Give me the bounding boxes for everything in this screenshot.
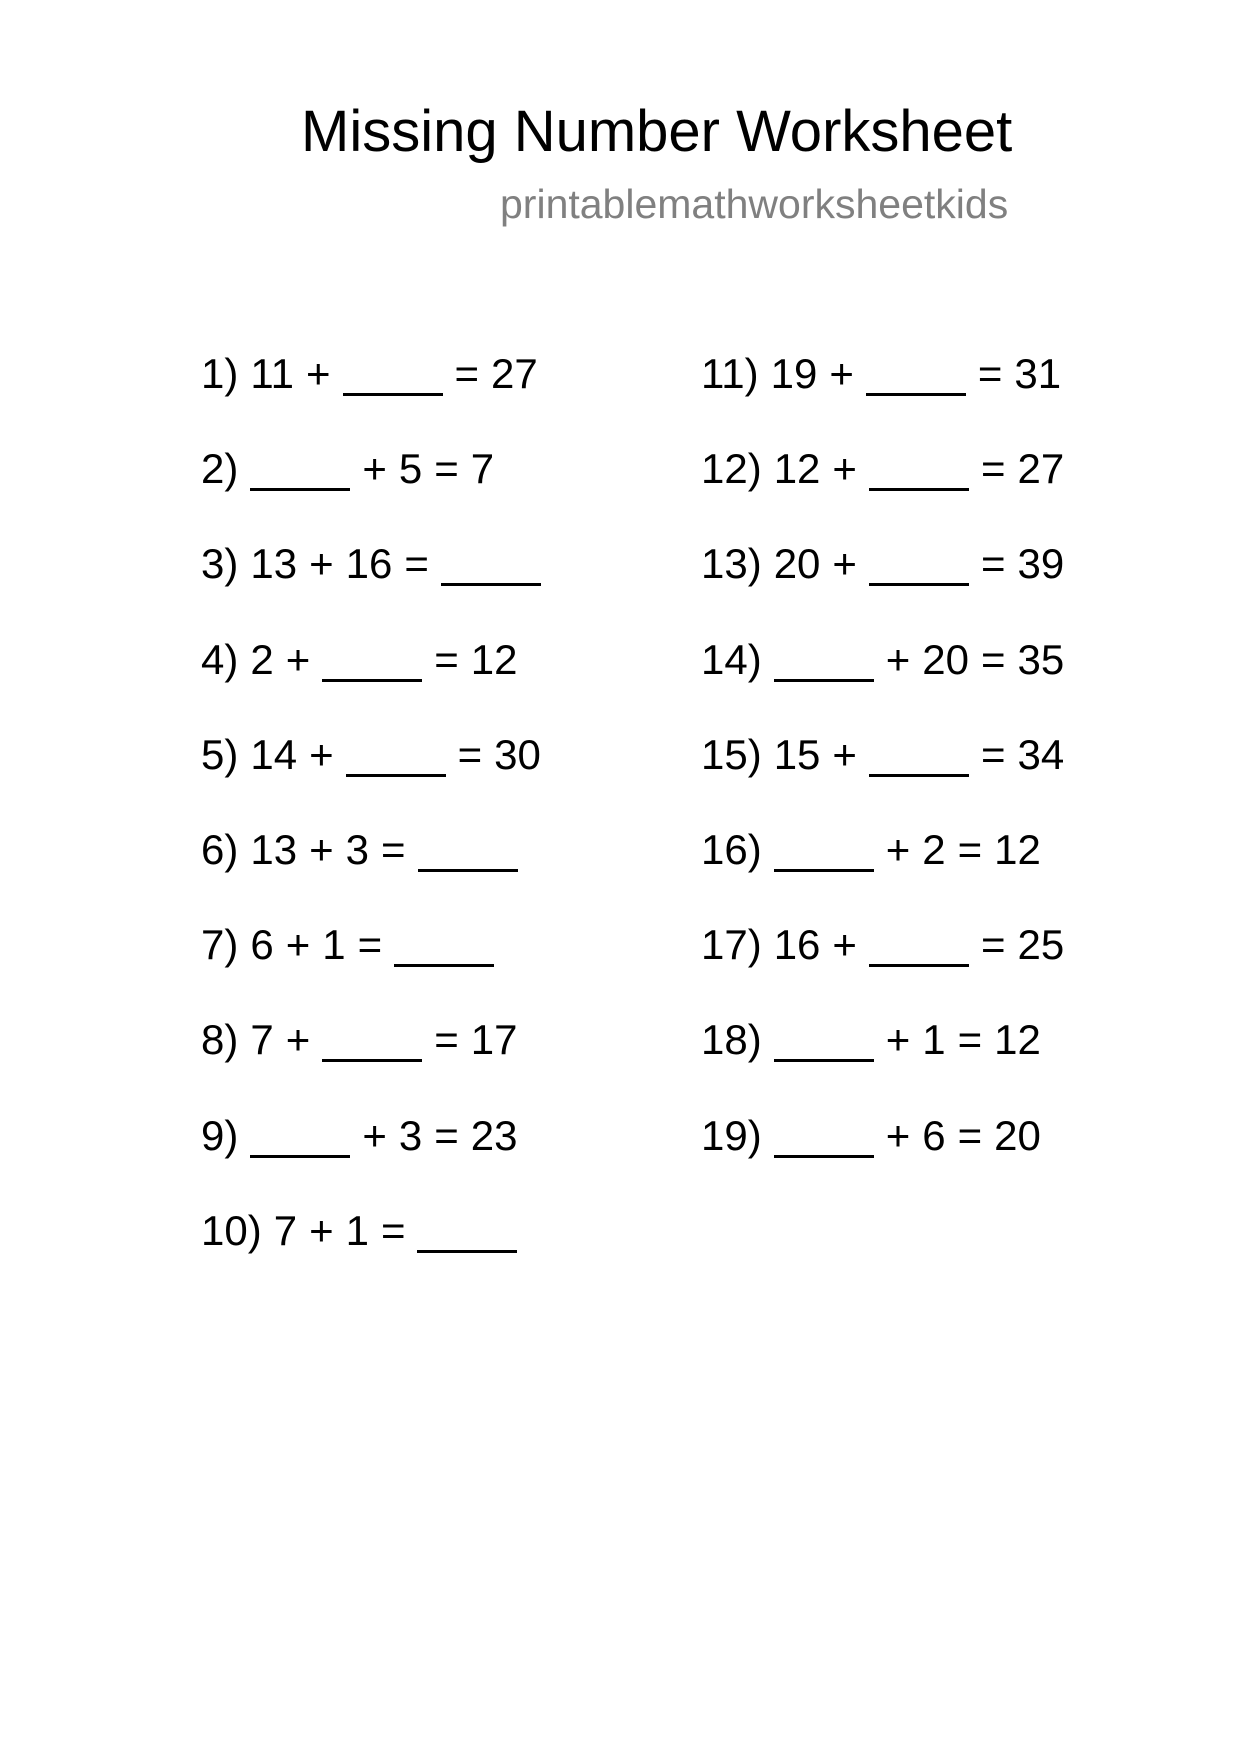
- operator: =: [380, 1206, 406, 1254]
- operator: =: [404, 540, 429, 588]
- operand: 20: [773, 540, 821, 588]
- operand: 1: [345, 1206, 369, 1254]
- operator: =: [434, 1111, 459, 1159]
- operand: 31: [1014, 350, 1062, 397]
- answer-blank[interactable]: [774, 834, 874, 872]
- operator: =: [980, 730, 1006, 778]
- problem-item: [201, 540, 553, 635]
- answer-blank[interactable]: [346, 739, 446, 777]
- problems-column-left: [201, 350, 553, 1302]
- operand: 7: [250, 1016, 274, 1064]
- operand: 12: [470, 635, 518, 683]
- operator: +: [885, 635, 911, 683]
- problem-number: 12): [701, 445, 762, 493]
- operand: 3: [398, 1111, 423, 1159]
- problem-number: 7): [201, 921, 239, 969]
- operand: 27: [491, 350, 538, 397]
- operand: 20: [922, 635, 969, 683]
- operand: 7: [470, 445, 495, 493]
- operand: 39: [1017, 540, 1065, 588]
- problem-number: 13): [701, 540, 762, 588]
- problem-number: 9): [201, 1111, 239, 1159]
- answer-blank[interactable]: [417, 1215, 517, 1253]
- problem-number: 16): [701, 825, 762, 873]
- operator: =: [454, 350, 480, 397]
- problem-number: 6): [201, 825, 239, 873]
- problem-item: [701, 921, 1076, 1016]
- operator: =: [957, 1016, 983, 1064]
- answer-blank[interactable]: [869, 739, 969, 777]
- problem-number: 10): [201, 1206, 262, 1254]
- operand: 16: [345, 540, 393, 588]
- answer-blank[interactable]: [322, 644, 422, 682]
- operand: 5: [398, 445, 423, 493]
- operator: +: [309, 730, 334, 778]
- operator: =: [434, 1016, 459, 1064]
- problem-item: [201, 445, 553, 540]
- problems-column-right: [701, 350, 1076, 1207]
- operator: =: [977, 350, 1003, 397]
- problem-item: [201, 1016, 553, 1111]
- operand: 2: [250, 635, 274, 683]
- operand: 25: [1017, 921, 1065, 969]
- operand: 12: [994, 1016, 1041, 1064]
- problem-item: [201, 921, 553, 1016]
- operator: +: [309, 825, 334, 873]
- answer-blank[interactable]: [418, 834, 518, 872]
- operator: +: [285, 635, 311, 683]
- answer-blank[interactable]: [869, 453, 969, 491]
- operator: +: [885, 1111, 911, 1159]
- answer-blank[interactable]: [774, 644, 874, 682]
- problem-item: [701, 1112, 1076, 1207]
- problem-number: 1): [201, 350, 239, 397]
- operator: +: [832, 445, 857, 493]
- answer-blank[interactable]: [394, 929, 494, 967]
- operator: +: [832, 921, 857, 969]
- problem-item: [701, 1016, 1076, 1111]
- problem-number: 18): [701, 1016, 762, 1064]
- problem-number: 4): [201, 635, 239, 683]
- operator: =: [980, 540, 1006, 588]
- operator: +: [885, 825, 911, 873]
- operand: 12: [994, 825, 1041, 873]
- answer-blank[interactable]: [250, 453, 350, 491]
- answer-blank[interactable]: [322, 1024, 422, 1062]
- problem-item: [201, 350, 553, 445]
- operator: +: [285, 921, 311, 969]
- operator: =: [980, 445, 1006, 493]
- operand: 23: [470, 1111, 518, 1159]
- operand: 34: [1017, 730, 1065, 778]
- operator: =: [957, 825, 983, 873]
- problem-item: [201, 731, 553, 826]
- problem-item: [701, 350, 1076, 445]
- operand: 11: [250, 350, 294, 397]
- answer-blank[interactable]: [250, 1120, 350, 1158]
- operand: 17: [470, 1016, 518, 1064]
- problem-item: [201, 1112, 553, 1207]
- problem-item: [201, 826, 553, 921]
- operator: +: [362, 445, 387, 493]
- operand: 1: [322, 921, 346, 969]
- operator: =: [957, 1111, 983, 1159]
- answer-blank[interactable]: [343, 358, 443, 396]
- operator: =: [980, 635, 1006, 683]
- problem-number: 14): [701, 635, 762, 683]
- problem-item: [701, 826, 1076, 921]
- operand: 6: [922, 1111, 946, 1159]
- site-name-subtitle: printablemathworksheetkids: [500, 181, 1009, 227]
- problem-item: [201, 636, 553, 731]
- answer-blank[interactable]: [441, 548, 541, 586]
- problem-number: 8): [201, 1016, 239, 1064]
- operand: 13: [250, 825, 298, 873]
- operator: =: [434, 635, 459, 683]
- operator: =: [980, 921, 1006, 969]
- operand: 7: [273, 1206, 298, 1254]
- operand: 3: [345, 825, 369, 873]
- operand: 16: [773, 921, 821, 969]
- operator: +: [362, 1111, 387, 1159]
- operand: 30: [494, 730, 541, 778]
- operator: +: [832, 730, 857, 778]
- problem-number: 3): [201, 540, 239, 588]
- operator: +: [885, 1016, 911, 1064]
- operand: 6: [250, 921, 274, 969]
- answer-blank[interactable]: [774, 1120, 874, 1158]
- operator: +: [305, 350, 331, 397]
- problem-item: [201, 1207, 553, 1302]
- page-title: Missing Number Worksheet: [301, 99, 1013, 164]
- problem-number: 5): [201, 730, 239, 778]
- operand: 14: [250, 730, 298, 778]
- operand: 12: [773, 445, 821, 493]
- operator: +: [829, 350, 854, 397]
- problem-number: 11): [701, 350, 759, 397]
- operator: +: [832, 540, 857, 588]
- problem-item: [701, 731, 1076, 826]
- operand: 35: [1017, 635, 1065, 683]
- operator: =: [434, 445, 459, 493]
- operator: +: [309, 1206, 334, 1254]
- answer-blank[interactable]: [869, 929, 969, 967]
- problem-item: [701, 540, 1076, 635]
- problem-item: [701, 445, 1076, 540]
- problem-number: 17): [701, 921, 762, 969]
- operand: 20: [994, 1111, 1041, 1159]
- operator: =: [380, 825, 406, 873]
- operand: 13: [250, 540, 298, 588]
- operand: 1: [922, 1016, 946, 1064]
- problem-number: 15): [701, 730, 762, 778]
- operand: 19: [770, 350, 818, 397]
- problem-item: [701, 636, 1076, 731]
- operand: 15: [773, 730, 821, 778]
- answer-blank[interactable]: [869, 548, 969, 586]
- operator: +: [309, 540, 334, 588]
- operator: =: [457, 730, 483, 778]
- answer-blank[interactable]: [866, 358, 966, 396]
- problem-number: 2): [201, 445, 239, 493]
- operator: =: [357, 921, 383, 969]
- operator: +: [285, 1016, 311, 1064]
- problem-number: 19): [701, 1111, 762, 1159]
- answer-blank[interactable]: [774, 1024, 874, 1062]
- operand: 2: [922, 825, 946, 873]
- operand: 27: [1017, 445, 1065, 493]
